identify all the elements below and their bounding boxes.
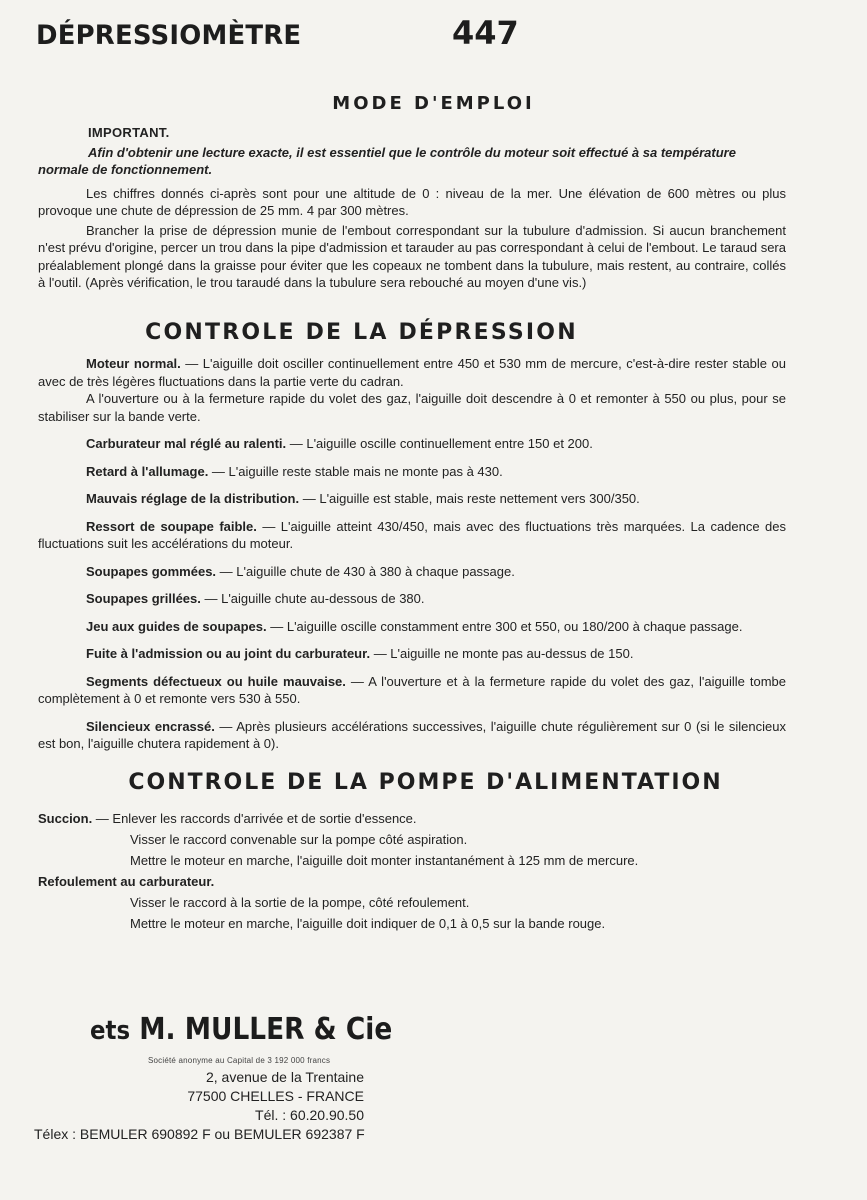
- succion-row: [38, 808, 738, 829]
- company-capital: Société anonyme au Capital de 3 192 000 francs: [148, 1056, 331, 1065]
- important-text: Afin d'obtenir une lecture exacte, il est essentiel que le contrôle du moteur soit effectué à sa température normale de fonctionnement.: [38, 144, 736, 177]
- diagnostic-text: — L'aiguille doit osciller continuellement entre 450 et 530 mm de mercure, c'est-à-dire rester stable ou avec de très légères fluctuations dans la partie verte du cadran.: [38, 356, 786, 389]
- diagnostic-text: — L'aiguille reste stable mais ne monte pas à 430.: [208, 463, 503, 479]
- diagnostic-term: Carburateur mal réglé au ralenti.: [86, 436, 287, 451]
- succion-line: Visser le raccord convenable sur la pompe côté aspiration.: [130, 832, 468, 847]
- mode-emploi-section: [38, 124, 786, 292]
- diagnostic-term: Segments défectueux ou huile mauvaise.: [86, 673, 346, 689]
- address-line: 2, avenue de la Trentaine: [205, 1069, 364, 1085]
- diagnostic-item: [38, 518, 786, 553]
- succion-label: Succion.: [38, 811, 93, 826]
- diagnostic-text: — L'aiguille chute de 430 à 380 à chaque passage.: [216, 563, 515, 579]
- altitude-paragraph: Les chiffres donnés ci-après sont pour une altitude de 0 : niveau de la mer. Une élévation de 600 mètres ou plus provoque une chute de dépression de 25 mm. 4 par 300 mètres.: [38, 185, 786, 218]
- diagnostic-text: — L'aiguille oscille constamment entre 300 et 550, ou 180/200 à chaque passage.: [266, 618, 743, 634]
- diagnostic-extra: A l'ouverture ou à la fermeture rapide du volet des gaz, l'aiguille doit descendre à 0 et remonter à 550 ou plus, pour se stabiliser sur la bande verte.: [38, 391, 786, 424]
- company-title: M. MULLER & Cie: [139, 1012, 393, 1047]
- refoulement-line: Mettre le moteur en marche, l'aiguille doit indiquer de 0,1 à 0,5 sur la bande rouge.: [130, 916, 606, 931]
- refoulement-label: Refoulement au carburateur.: [38, 874, 215, 889]
- diagnostic-text: — L'aiguille est stable, mais reste nettement vers 300/350.: [299, 491, 640, 506]
- address-line: 77500 CHELLES - FRANCE: [187, 1088, 364, 1104]
- company-prefix: ets: [90, 1016, 131, 1046]
- controle-pompe-title: CONTROLE DE LA POMPE D'ALIMENTATION: [128, 770, 723, 795]
- diagnostic-text: — L'aiguille chute au-dessous de 380.: [200, 591, 425, 606]
- diagnostic-item: [38, 618, 786, 636]
- diagnostic-item: [38, 673, 786, 708]
- phone-number: Tél. : 60.20.90.50: [255, 1107, 364, 1123]
- controle-pompe-section: [38, 808, 738, 934]
- diagnostic-term: Moteur normal.: [86, 356, 181, 371]
- diagnostic-term: Ressort de soupape faible.: [86, 518, 257, 534]
- diagnostic-text: — L'aiguille oscille continuellement entre 150 et 200.: [286, 436, 593, 451]
- diagnostic-item: [38, 645, 786, 663]
- diagnostic-item: [38, 590, 786, 608]
- telex-line: Télex : BEMULER 690892 F ou BEMULER 692387 F: [34, 1126, 365, 1142]
- branchement-paragraph: Brancher la prise de dépression munie de l'embout correspondant sur la tubulure d'admission. Si aucun branchement n'est prévu d'origine, percer un trou dans la pipe d'admission et tarauder au pas correspondant à celui de l'embout. Le taraud sera préalablement plongé dans la graisse pour éviter que les copeaux ne tombent dans la tubulure, mais restent, au contraire, collés à l'outil. (Après vérification, le trou taraudé dans la tubulure sera rebouché au moyen d'une vis.): [38, 222, 786, 290]
- refoulement-label-row: [38, 871, 738, 892]
- company-name: [90, 1012, 392, 1047]
- controle-depression-title: CONTROLE DE LA DÉPRESSION: [145, 320, 578, 345]
- controle-depression-section: [38, 355, 786, 763]
- document-number: 447: [452, 14, 519, 52]
- document-title: DÉPRESSIOMÈTRE: [36, 20, 302, 51]
- diagnostic-item: [38, 355, 786, 425]
- diagnostic-term: Silencieux encrassé.: [86, 718, 215, 734]
- company-address: [187, 1068, 364, 1125]
- diagnostic-term: Mauvais réglage de la distribution.: [86, 491, 300, 506]
- diagnostic-term: Retard à l'allumage.: [86, 463, 209, 479]
- diagnostic-item: [38, 563, 786, 581]
- diagnostic-term: Soupapes gommées.: [86, 563, 217, 579]
- diagnostic-text: — A l'ouverture et à la fermeture rapide du volet des gaz, l'aiguille tombe complètement à 0 et remonte vers 530 à 550.: [38, 673, 786, 706]
- diagnostic-item: [38, 490, 786, 508]
- diagnostic-text: — L'aiguille ne monte pas au-dessus de 150.: [370, 646, 634, 661]
- diagnostic-item: [38, 463, 786, 481]
- mode-emploi-title: MODE D'EMPLOI: [332, 93, 535, 114]
- diagnostic-term: Fuite à l'admission ou au joint du carburateur.: [86, 646, 371, 661]
- diagnostic-item: [38, 718, 786, 753]
- important-label: IMPORTANT.: [88, 125, 170, 140]
- diagnostic-term: Soupapes grillées.: [86, 591, 201, 606]
- succion-line: — Enlever les raccords d'arrivée et de sortie d'essence.: [92, 811, 417, 826]
- diagnostic-text: — L'aiguille atteint 430/450, mais avec des fluctuations très marquées. La cadence des fluctuations suit les accélérations du moteur.: [38, 518, 786, 551]
- refoulement-line: Visser le raccord à la sortie de la pompe, côté refoulement.: [130, 895, 470, 910]
- diagnostic-item: [38, 435, 786, 453]
- succion-line: Mettre le moteur en marche, l'aiguille doit monter instantanément à 125 mm de mercure.: [130, 853, 639, 868]
- diagnostic-term: Jeu aux guides de soupapes.: [86, 618, 267, 634]
- diagnostic-text: — Après plusieurs accélérations successives, l'aiguille chute régulièrement sur 0 (si le silencieux est bon, l'aiguille chutera rapidement à 0).: [38, 718, 786, 751]
